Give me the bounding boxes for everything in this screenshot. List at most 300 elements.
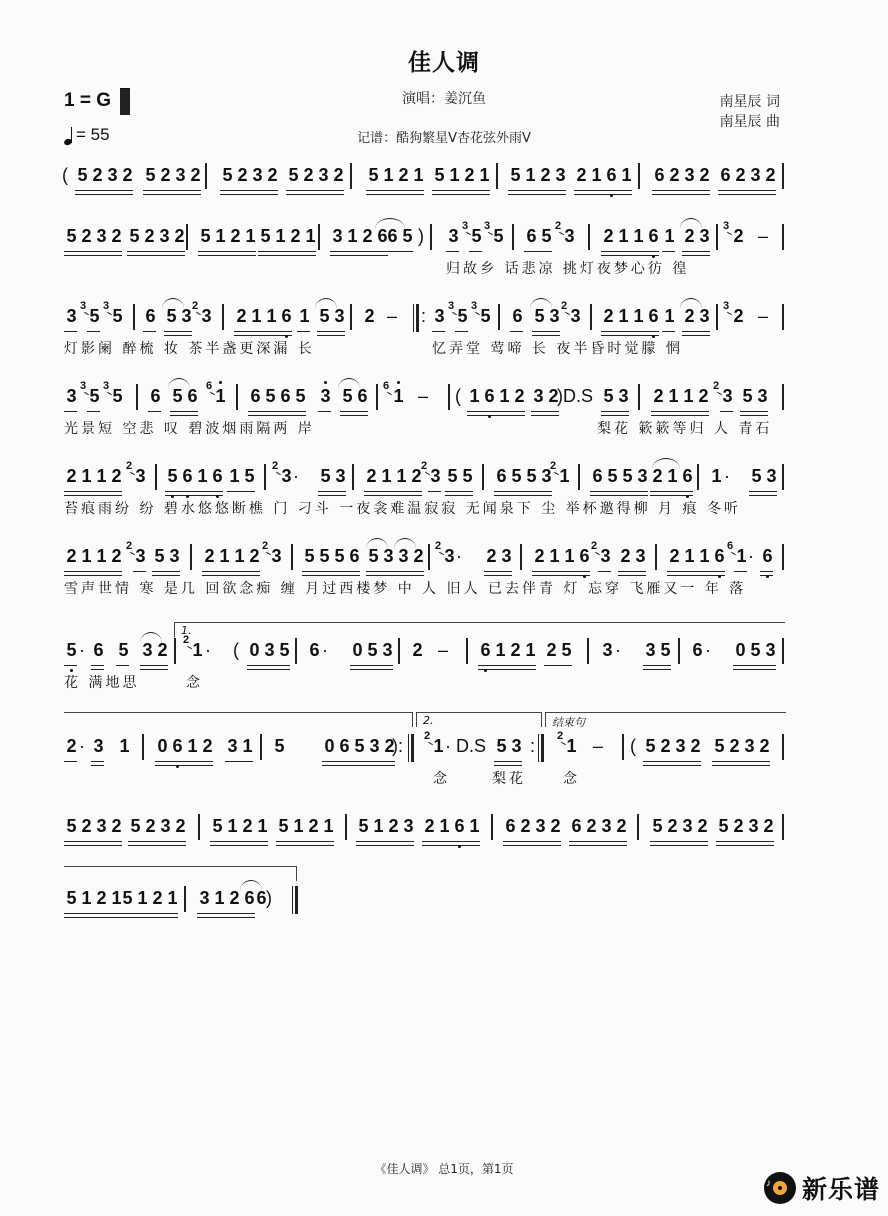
beam-underline (248, 415, 306, 416)
note-group: 1 5 (229, 466, 255, 486)
beam-underline (712, 761, 770, 762)
beam-underline (210, 845, 268, 846)
beam-underline (601, 411, 629, 412)
beam-underline (75, 194, 133, 195)
grace-note: 6 (206, 380, 213, 392)
beam-underline (87, 331, 100, 332)
barline (622, 734, 624, 760)
note-group: 6 (760, 546, 775, 567)
score-symbol: · (724, 466, 730, 486)
score-symbol: : (421, 306, 427, 326)
score-symbol: · (322, 640, 328, 660)
grace-note: 3 (471, 300, 478, 312)
note-group: 5 3 (534, 306, 560, 326)
note-group: 5 1 2 1 (368, 165, 424, 185)
note-group: 6 5 6 5 (250, 386, 306, 406)
note-group: 5 1 2 1 (200, 226, 256, 246)
beam-underline (366, 194, 424, 195)
beam-underline (234, 335, 292, 336)
beam-underline (760, 571, 773, 572)
beam-underline (749, 495, 777, 496)
beam-underline (569, 845, 627, 846)
beam-underline (64, 491, 122, 492)
beam-underline (432, 194, 490, 195)
beam-underline (733, 669, 776, 670)
barline (466, 638, 468, 664)
grace-note: 2 (126, 460, 133, 472)
score-symbol: – (418, 386, 429, 406)
barline (430, 224, 432, 250)
beam-underline (317, 335, 345, 336)
note-group: 2 1 1 2 (366, 466, 422, 486)
beam-underline (286, 194, 344, 195)
beam-underline (749, 491, 777, 492)
score-symbol: · (205, 640, 211, 660)
beam-underline (366, 575, 424, 576)
volta-label: 结束句 (552, 716, 585, 729)
transcriber-credit: 记谱：酷狗繁星V杏花弦外雨V (357, 131, 531, 146)
note-group: 6 (256, 888, 267, 908)
barline (376, 384, 378, 410)
note-group: 5 1 2 1 (260, 226, 316, 246)
score-symbol: ( (630, 736, 636, 756)
barline (295, 638, 297, 664)
beam-underline (467, 415, 525, 416)
barline (782, 814, 784, 840)
note-group: 3 (318, 386, 333, 407)
note-group: 5 2 3 2 (718, 816, 774, 836)
note-group: 5 2 3 2 (652, 816, 708, 836)
beam-underline (322, 765, 395, 766)
barline (782, 734, 784, 760)
note-group: 6 2 3 2 (720, 165, 776, 185)
note-group: 3 2 (533, 386, 559, 406)
note-group: 5 2 3 2 (66, 816, 122, 836)
note-group: 5 (471, 226, 482, 246)
beam-underline (302, 571, 360, 572)
beam-underline (155, 761, 213, 762)
staff-line (0, 300, 888, 384)
note-group: 6 (150, 386, 161, 406)
note-group: 5 1 2 1 (278, 816, 334, 836)
note-group: 3 2 (142, 640, 168, 660)
barline (264, 464, 266, 490)
note-group: 6 2 3 2 (505, 816, 561, 836)
note-group: 2 1 1 2 (204, 546, 260, 566)
beam-underline (164, 335, 192, 336)
grace-note: 3 (80, 300, 87, 312)
barline (590, 304, 592, 330)
beam-underline (143, 331, 156, 332)
beam-underline (116, 665, 129, 666)
note-group: 2 1 6 1 (574, 165, 634, 186)
beam-underline (286, 190, 344, 191)
note-group: 5 2 3 2 (130, 816, 186, 836)
beam-underline (428, 491, 441, 492)
note-group: 3 (602, 640, 613, 660)
note-group: 5 5 5 6 (304, 546, 360, 566)
note-group: 5 5 (447, 466, 473, 486)
beam-underline (574, 190, 632, 191)
grace-note: 3 (448, 300, 455, 312)
barline (291, 544, 293, 570)
note-group: 3 (93, 736, 104, 756)
beam-underline (128, 841, 186, 842)
beam-underline (152, 575, 180, 576)
note-group: 2 1 6 (650, 466, 695, 487)
note-group: 3 1 2 6 (332, 226, 388, 246)
beam-underline (494, 491, 552, 492)
beam-underline (318, 491, 346, 492)
barline (512, 224, 514, 250)
lyrics-line: 苔痕雨纷 纷 碧水悠悠断樵 门 刁斗 一夜衾难温寂寂 无闻泉下 尘 举杯邀得柳 月 痕 冬听 (64, 501, 741, 517)
grace-note: 6 (727, 540, 734, 552)
barline (782, 638, 784, 664)
barline (782, 544, 784, 570)
note-group: 5 (118, 640, 129, 660)
beam-underline (467, 411, 525, 412)
beam-underline (148, 411, 161, 412)
score-symbol: ): (392, 736, 403, 756)
beam-underline (297, 331, 310, 332)
note-group: 5 3 (319, 306, 345, 326)
barline (136, 384, 138, 410)
note-group: 6 5 5 3 (592, 466, 648, 486)
score-symbol: · (79, 640, 85, 660)
beam-underline (120, 913, 178, 914)
beam-underline (651, 411, 709, 412)
grace-note: 2 (435, 540, 442, 552)
beam-underline (210, 841, 268, 842)
lyrics-line: 梨花 簌簌等归 人 青石 (597, 421, 773, 437)
beam-underline (91, 669, 104, 670)
note-group: 1 (433, 736, 444, 756)
grace-note: 2 (262, 540, 269, 552)
note-group: 5 2 3 2 (714, 736, 770, 756)
beam-underline (652, 194, 710, 195)
note-group: 2 1 6 1 (422, 816, 482, 837)
beam-underline (718, 190, 776, 191)
beam-underline (531, 415, 559, 416)
note-group: 3 (135, 466, 146, 486)
note-group: 5 1 2 1 (122, 888, 178, 908)
note-group: 3 (722, 386, 733, 406)
beam-underline (682, 251, 710, 252)
note-group: 1 (566, 736, 577, 756)
staff-line (0, 220, 888, 304)
barline (588, 224, 590, 250)
beam-underline (445, 495, 473, 496)
note-group: 5 2 3 2 (66, 226, 122, 246)
beam-underline (133, 571, 146, 572)
note-group: 3 5 (645, 640, 671, 660)
score-symbol: ) (266, 888, 272, 908)
note-group: 5 3 (496, 736, 522, 756)
barline (184, 886, 186, 912)
beam-underline (716, 841, 774, 842)
note-group: 6 5 (387, 226, 413, 246)
note-group: 6 (145, 306, 156, 326)
grace-note: 2 (183, 634, 190, 646)
beam-underline (601, 335, 659, 336)
staff-line (0, 714, 888, 814)
beam-underline (494, 761, 522, 762)
beam-underline (155, 765, 213, 766)
note-group: 2 3 (620, 546, 646, 566)
beam-underline (524, 251, 552, 252)
repeat-barline (408, 734, 414, 762)
barline (205, 163, 207, 189)
beam-underline (91, 665, 104, 666)
beam-underline (318, 411, 331, 412)
beam-underline (64, 575, 122, 576)
staff-line (0, 814, 888, 894)
beam-underline (650, 845, 708, 846)
note-group: 2 (733, 226, 744, 246)
key-label: 1 = G (64, 90, 111, 111)
note-group: 5 2 3 2 (288, 165, 344, 185)
lyrics-line: 光景短 空悲 叹 碧波烟雨隔两 岸 (64, 421, 315, 437)
score-symbol: – (593, 736, 604, 756)
barline (155, 464, 157, 490)
beam-underline (64, 665, 77, 666)
beam-underline (682, 331, 710, 332)
note-group: 5 (457, 306, 468, 326)
barline (782, 304, 784, 330)
beam-underline (350, 665, 393, 666)
grace-note: 2 (555, 220, 562, 232)
beam-underline (574, 194, 632, 195)
beam-underline (651, 415, 709, 416)
grace-note: 6 (383, 380, 390, 392)
barline (142, 734, 144, 760)
beam-underline (64, 495, 122, 496)
note-group: 2 3 (486, 546, 512, 566)
note-group: 5 1 2 3 (358, 816, 414, 836)
beam-underline (64, 255, 122, 256)
beam-underline (733, 665, 776, 666)
beam-underline (234, 331, 292, 332)
grace-note: 2 (126, 540, 133, 552)
note-group: 2 1 1 2 (66, 546, 122, 566)
grace-note: 2 (421, 460, 428, 472)
beam-underline (720, 411, 733, 412)
beam-underline (202, 571, 260, 572)
note-group: 0 6 5 3 2 (324, 736, 395, 756)
note-group: 1 (391, 386, 406, 407)
beam-underline (432, 190, 490, 191)
beam-underline (718, 194, 776, 195)
repeat-barline (292, 886, 298, 914)
staff-line (0, 380, 888, 464)
barline (174, 638, 176, 664)
beam-underline (652, 190, 710, 191)
beam-underline (445, 491, 473, 492)
beam-underline (120, 917, 178, 918)
barline (498, 304, 500, 330)
grace-note: 2 (591, 540, 598, 552)
note-group: 3 (66, 306, 77, 326)
tempo-value: = 55 (76, 125, 110, 144)
note-group: 5 (480, 306, 491, 326)
score-symbol: · (615, 640, 621, 660)
beam-underline (140, 669, 168, 670)
beam-underline (247, 669, 290, 670)
score-symbol: · (748, 546, 754, 566)
beam-underline (734, 571, 747, 572)
note-group: 3 (570, 306, 581, 326)
barline (318, 224, 320, 250)
note-group: 1 (664, 306, 675, 326)
beam-underline (317, 331, 345, 332)
note-group: 5 2 3 2 (77, 165, 133, 185)
beam-underline (712, 765, 770, 766)
barline (655, 544, 657, 570)
note-group: 5 6 1 6 (165, 466, 225, 487)
note-group: 5 (89, 386, 100, 406)
score-symbol: ( (455, 386, 461, 406)
beam-underline (340, 411, 368, 412)
grace-note: 3 (462, 220, 469, 232)
beam-underline (532, 335, 560, 336)
note-group: 2 1 1 6 (234, 306, 294, 327)
note-group: 1 (192, 640, 203, 660)
beam-underline (682, 335, 710, 336)
beam-underline (356, 841, 414, 842)
beam-underline (544, 665, 572, 666)
note-group: 3 (201, 306, 212, 326)
note-group: 0 6 1 2 (155, 736, 215, 757)
note-group: 2 1 1 6 (532, 546, 592, 567)
beam-underline (422, 841, 480, 842)
brand-logo[interactable] (764, 1170, 880, 1206)
note-group: 3 (448, 226, 459, 246)
grace-note: 3 (103, 380, 110, 392)
barline (350, 163, 352, 189)
beam-underline (330, 255, 388, 256)
volta-label: 1. (181, 624, 192, 637)
note-group: 5 1 2 1 (66, 888, 122, 908)
note-group: 5 3 (320, 466, 346, 486)
note-group: 0 5 3 (352, 640, 393, 660)
note-group: 2 (364, 306, 375, 326)
page-footer: 《佳人调》 总1页，第1页 (374, 1162, 514, 1176)
lyrics-line: 灯影阑 醉梳 妆 茶半盏更深漏 长 (64, 341, 315, 357)
grace-note: 3 (103, 300, 110, 312)
beam-underline (494, 495, 552, 496)
barline (236, 384, 238, 410)
beam-underline (422, 845, 480, 846)
note-group: 1 (664, 226, 675, 246)
note-group: 5 2 3 2 (645, 736, 701, 756)
beam-underline (740, 411, 768, 412)
barline (678, 638, 680, 664)
volta-label: 2. (423, 714, 434, 727)
note-group: 5 3 (751, 466, 777, 486)
note-group: 1 (559, 466, 570, 486)
beam-underline (152, 571, 180, 572)
note-group: 5 2 3 2 (129, 226, 185, 246)
beam-underline (197, 913, 255, 914)
note-group: 1 (711, 466, 722, 486)
note-group: 5 (89, 306, 100, 326)
beam-underline (220, 190, 278, 191)
note-group: 5 3 (166, 306, 192, 326)
barline (637, 814, 639, 840)
barline (638, 163, 640, 189)
barline (520, 544, 522, 570)
beam-underline (356, 845, 414, 846)
beam-underline (716, 845, 774, 846)
note-group: 5 3 (742, 386, 768, 406)
beam-underline (455, 331, 468, 332)
grace-note: 2 (713, 380, 720, 392)
beam-underline (302, 575, 360, 576)
note-group: 2 (66, 736, 77, 756)
lyrics-line: 忆弄堂 莺啼 长 夜半昏时觉朦 惘 (432, 341, 683, 357)
barline (186, 224, 188, 250)
note-group: 0 5 3 (735, 640, 776, 660)
beam-underline (198, 251, 256, 252)
beam-underline (143, 190, 201, 191)
lyricist-credit: 南星辰 词 (719, 94, 780, 110)
beam-underline (601, 251, 659, 252)
beam-underline (220, 194, 278, 195)
barline (448, 384, 450, 410)
beam-underline (469, 251, 482, 252)
staff-line (0, 460, 888, 544)
beam-underline (330, 251, 388, 252)
score-symbol: · (705, 640, 711, 660)
note-group: 5 1 2 1 (212, 816, 268, 836)
note-group: 6 5 (526, 226, 552, 246)
note-group: 5 2 3 2 (145, 165, 201, 185)
beam-underline (601, 331, 659, 332)
note-group: 6 (512, 306, 523, 326)
beam-underline (340, 415, 368, 416)
lyrics-line: 梨花 (492, 771, 526, 787)
beam-underline (87, 411, 100, 412)
note-group: 6 2 3 2 (571, 816, 627, 836)
staff-line (0, 540, 888, 624)
beam-underline (643, 765, 701, 766)
score-symbol: )D.S (557, 386, 593, 406)
grace-note: 2 (561, 300, 568, 312)
beam-underline (532, 331, 560, 332)
beam-underline (532, 571, 590, 572)
note-group: 5 6 (172, 386, 198, 406)
score-symbol: – (387, 306, 398, 326)
note-group: 3 (444, 546, 455, 566)
beam-underline (258, 251, 316, 252)
barline (638, 384, 640, 410)
score-symbol: · (79, 736, 85, 756)
volta-bracket (545, 712, 786, 727)
beam-underline (64, 761, 77, 762)
repeat-barline (413, 304, 419, 332)
beam-underline (64, 917, 122, 918)
note-group: 5 (274, 736, 285, 756)
beam-underline (91, 765, 104, 766)
grace-note: 2 (424, 730, 431, 742)
note-group: 2 1 1 2 (653, 386, 709, 406)
beam-underline (143, 194, 201, 195)
beam-underline (64, 845, 122, 846)
note-group: 0 3 5 (249, 640, 290, 660)
note-group: 2 3 (684, 226, 710, 246)
barline (260, 734, 262, 760)
barline (491, 814, 493, 840)
